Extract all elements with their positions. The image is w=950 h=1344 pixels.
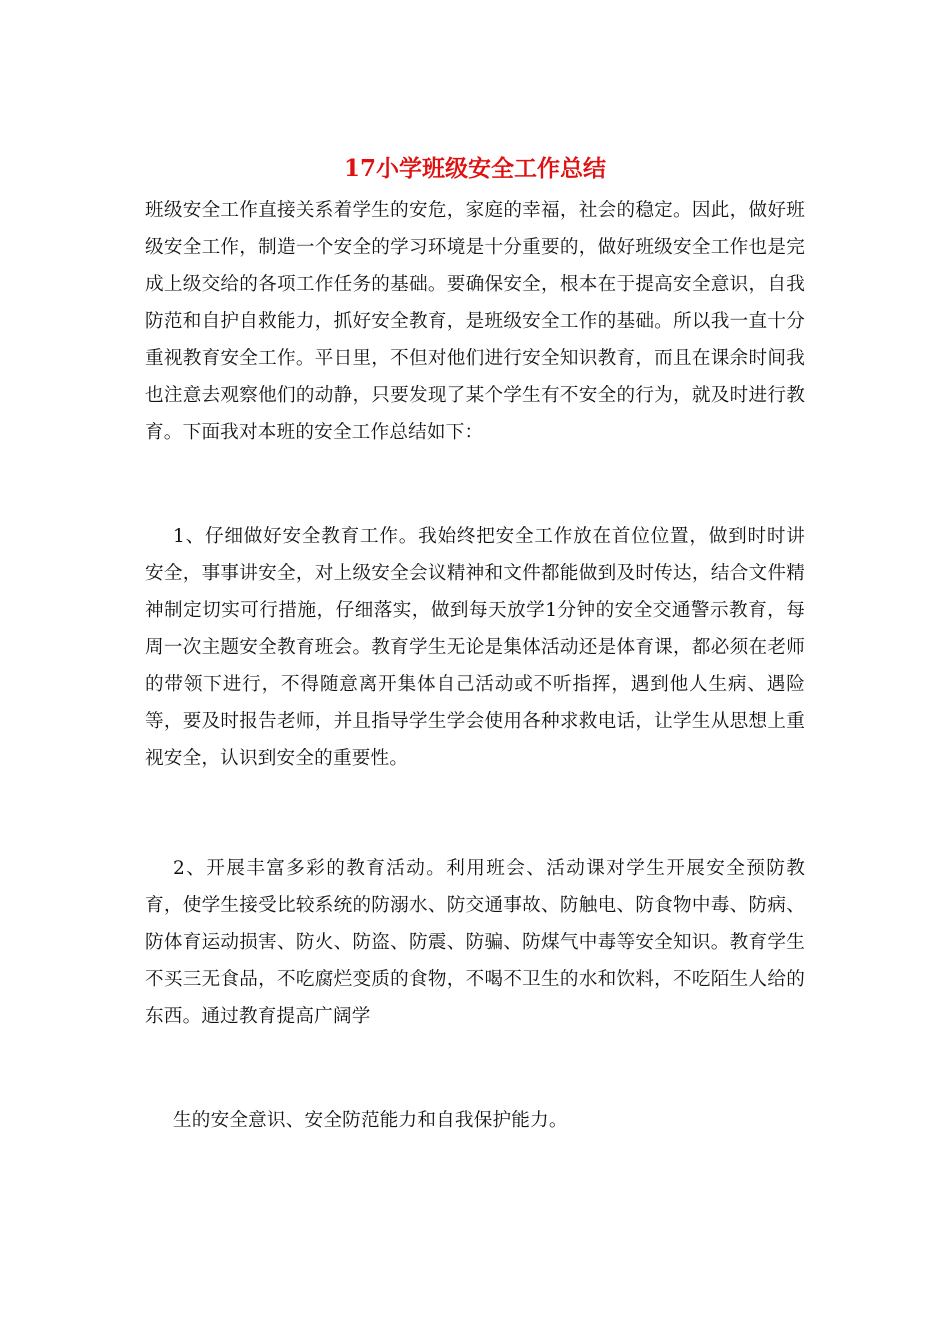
paragraph-intro: 班级安全工作直接关系着学生的安危，家庭的幸福，社会的稳定。因此，做好班级安全工作，制造一个安全的学习环境是十分重要的，做好班级安全工作也是完成上级交给的各项工作任务的基础。要确保安全，根本在于提高安全意识，自我防范和自护自救能力，抓好安全教育，是班级安全工作的基础。所以我一直十分重视教育安全工作。平日里，不但对他们进行安全知识教育，而且在课余时间我也注意去观察他们的动静，只要发现了某个学生有不安全的行为，就及时进行教育。下面我对本班的安全工作总结如下： xyxy=(145,200,805,443)
document-title: 17小学班级安全工作总结 xyxy=(343,155,606,182)
paragraph-item-2: 2、开展丰富多彩的教育活动。利用班会、活动课对学生开展安全预防教育，使学生接受比较系统的防溺水、防交通事故、防触电、防食物中毒、防病、防体育运动损害、防火、防盗、防震、防骗、防煤气中毒等安全知识。教育学生不买三无食品，不吃腐烂变质的食物，不喝不卫生的水和饮料，不吃陌生人给的东西。通过教育提高广阔学 xyxy=(145,858,805,1027)
paragraph-item-1: 1、仔细做好安全教育工作。我始终把安全工作放在首位位置，做到时时讲安全，事事讲安全，对上级安全会议精神和文件都能做到及时传达，结合文件精神制定切实可行措施，仔细落实，做到每天放学1分钟的安全交通警示教育，每周一次主题安全教育班会。教育学生无论是集体活动还是体育课，都必须在老师的带领下进行，不得随意离开集体自己活动或不听指挥，遇到他人生病、遇险等，要及时报告老师，并且指导学生学会使用各种求救电话，让学生从思想上重视安全，认识到安全的重要性。 xyxy=(145,526,805,769)
paragraph-item-2-continued: 生的安全意识、安全防范能力和自我保护能力。 xyxy=(173,1110,568,1131)
